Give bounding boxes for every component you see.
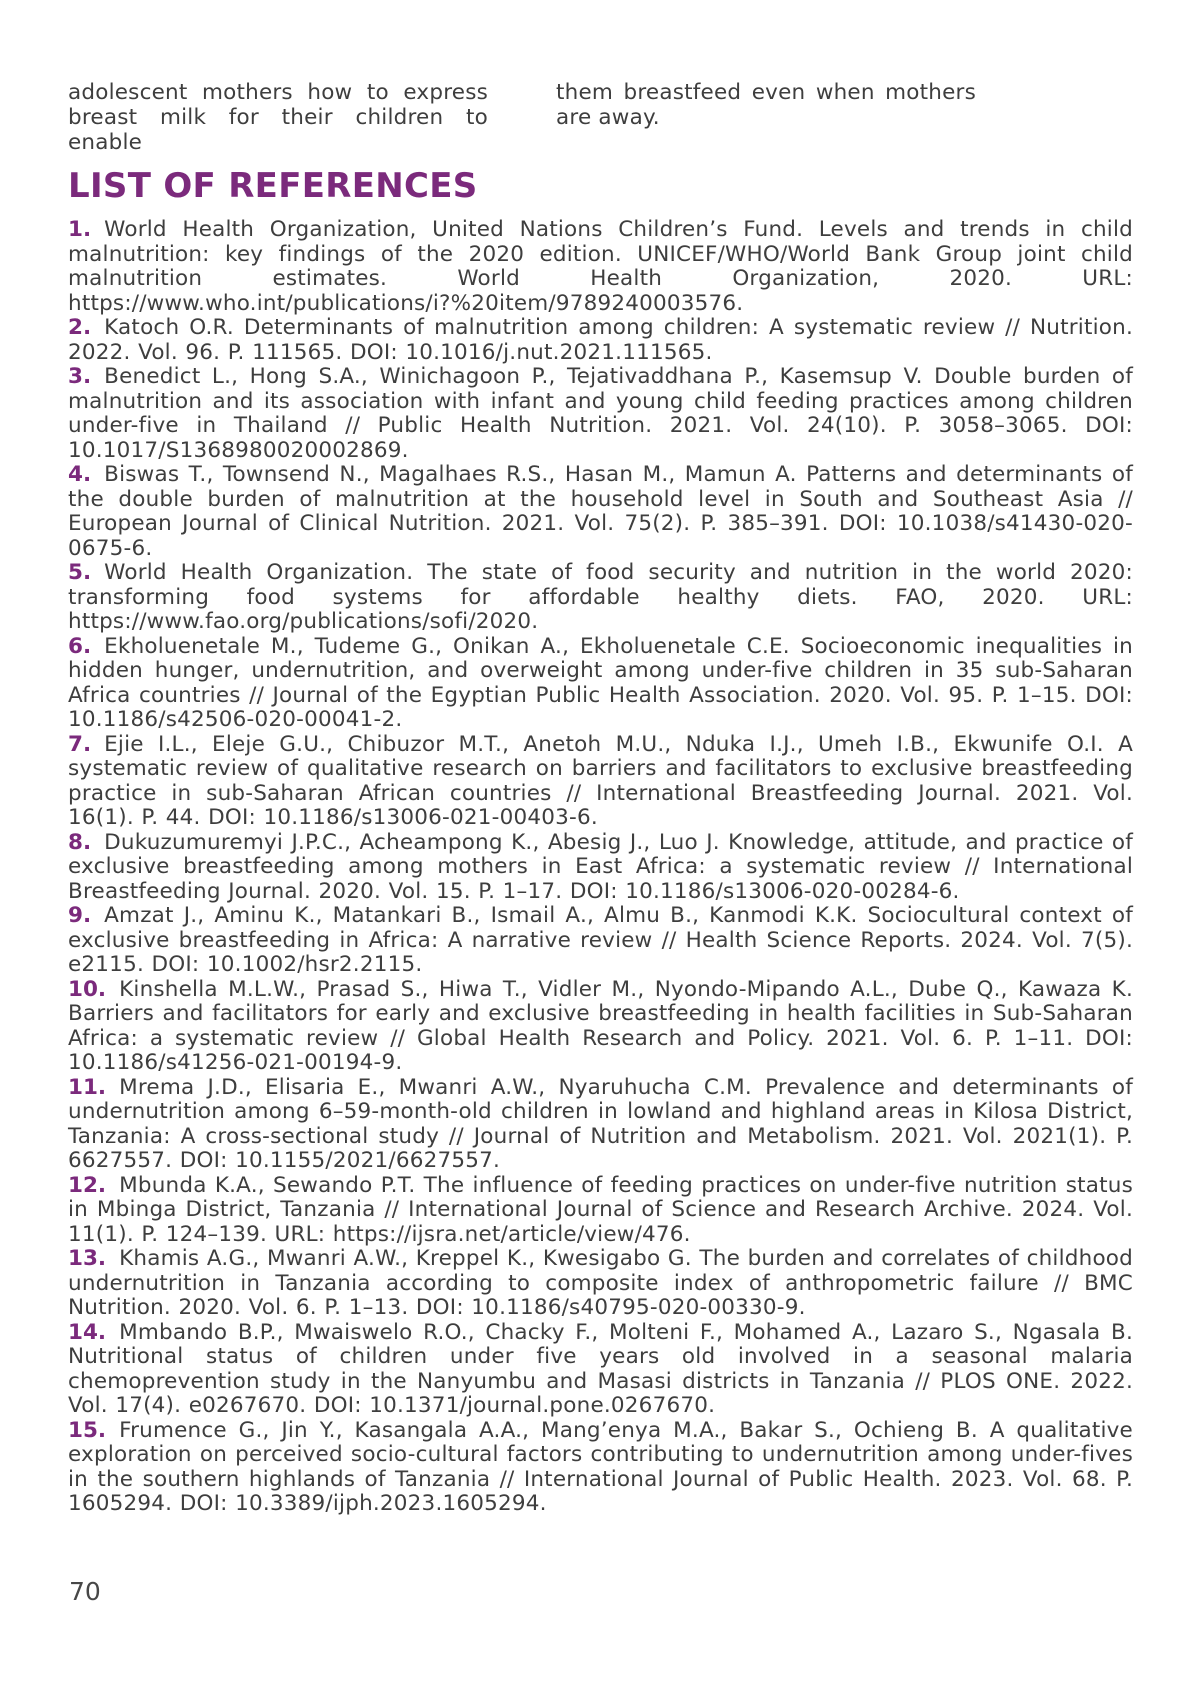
reference-item (68, 1174, 1133, 1248)
reference-text: Ekholuenetale M., Tudeme G., Onikan A., Ekholuenetale C.E. Socioeconomic inequalities in hidden hunger, undernutrition, and overweight among under-five children in 35 sub-Saharan Africa countries // Journal of the Egyptian Public Health Association. 2020. Vol. 95. P. 1–15. DOI: 10.1186/s42506-020-00041-2. (68, 633, 1133, 732)
reference-number: 3. (68, 364, 92, 389)
reference-number: 5. (68, 560, 92, 585)
reference-text: Mbunda K.A., Sewando P.T. The influence of feeding practices on under-five nutrition status in Mbinga District, Tanzania // International Journal of Science and Research Archive. 2024. Vol. 11(1). P. 124–139. URL: https://ijsra.net/article/view/476. (68, 1172, 1133, 1247)
reference-number: 2. (68, 315, 92, 340)
reference-item (68, 1321, 1133, 1419)
reference-text: World Health Organization. The state of food security and nutrition in the world 2020: transforming food systems for affordable healthy diets. FAO, 2020. URL: https://www.fao.org/publications/sofi/2020. (68, 560, 1133, 634)
references-list (68, 218, 1133, 1517)
reference-text: Amzat J., Aminu K., Matankari B., Ismail A., Almu B., Kanmodi K.K. Sociocultural context of exclusive breastfeeding in Africa: A narrative review // Health Science Reports. 2024. Vol. 7(5). e2115. DOI: 10.1002/hsr2.2115. (68, 903, 1133, 977)
reference-item (68, 733, 1133, 831)
reference-number: 9. (68, 903, 92, 928)
reference-number: 15. (68, 1417, 107, 1443)
reference-number: 13. (68, 1246, 107, 1271)
reference-number: 7. (68, 731, 92, 757)
reference-text: Mrema J.D., Elisaria E., Mwanri A.W., Nyaruhucha C.M. Prevalence and determinants of undernutrition among 6–59-month-old children in lowland and highland areas in Kilosa District, Tanzania: A cross-sectional study // Journal of Nutrition and Metabolism. 2021. Vol. 2021(1). P. 6627557. DOI: 10.1155/2021/6627557. (68, 1074, 1133, 1173)
reference-number: 4. (68, 462, 92, 487)
reference-number: 6. (68, 633, 92, 659)
reference-text: Biswas T., Townsend N., Magalhaes R.S., Hasan M., Mamun A. Patterns and determinants of the double burden of malnutrition at the household level in South and Southeast Asia // European Journal of Clinical Nutrition. 2021. Vol. 75(2). P. 385–391. DOI: 10.1038/s41430-020-0675-6. (68, 462, 1133, 561)
reference-number: 12. (68, 1172, 107, 1198)
reference-number: 1. (68, 217, 92, 242)
reference-item (68, 561, 1133, 635)
reference-item (68, 904, 1133, 978)
reference-item (68, 831, 1133, 905)
reference-item (68, 1076, 1133, 1174)
reference-text: Mmbando B.P., Mwaiswelo R.O., Chacky F., Molteni F., Mohamed A., Lazaro S., Ngasala B. Nutritional status of children under five years old involved in a seasonal malaria chemoprevention study in the Nanyumbu and Masasi districts in Tanzania // PLOS ONE. 2022. Vol. 17(4). e0267670. DOI: 10.1371/journal.pone.0267670. (68, 1319, 1133, 1418)
reference-item (68, 463, 1133, 561)
reference-item (68, 365, 1133, 463)
reference-number: 8. (68, 829, 92, 855)
reference-number: 10. (68, 976, 107, 1002)
reference-text: World Health Organization, United Nations Children’s Fund. Levels and trends in child malnutrition: key findings of the 2020 edition. UNICEF/WHO/World Bank Group joint child malnutrition estimates. World Health Organization, 2020. URL: https://www.who.int/publications/i?%20item/9789240003576. (68, 217, 1133, 316)
intro-columns (68, 80, 976, 155)
reference-item (68, 218, 1133, 316)
reference-text: Ejie I.L., Eleje G.U., Chibuzor M.T., Anetoh M.U., Nduka I.J., Umeh I.B., Ekwunife O.I. A systematic review of qualitative research on barriers and facilitators to exclusive breastfeeding practice in sub-Saharan African countries // International Breastfeeding Journal. 2021. Vol. 16(1). P. 44. DOI: 10.1186/s13006-021-00403-6. (68, 731, 1133, 830)
reference-number: 11. (68, 1074, 107, 1100)
reference-text: Katoch O.R. Determinants of malnutrition among children: A systematic review // Nutrition. 2022. Vol. 96. P. 111565. DOI: 10.1016/j.nut.2021.111565. (68, 315, 1133, 365)
reference-number: 14. (68, 1319, 107, 1345)
reference-item (68, 1419, 1133, 1517)
page-title: LIST OF REFERENCES (68, 166, 478, 206)
reference-text: Kinshella M.L.W., Prasad S., Hiwa T., Vidler M., Nyondo-Mipando A.L., Dube Q., Kawaza K. Barriers and facilitators for early and exclusive breastfeeding in health facilities in Sub-Saharan Africa: a systematic review // Global Health Research and Policy. 2021. Vol. 6. P. 1–11. DOI: 10.1186/s41256-021-00194-9. (68, 976, 1133, 1075)
reference-item (68, 1247, 1133, 1321)
reference-item (68, 635, 1133, 733)
reference-text: Frumence G., Jin Y., Kasangala A.A., Mang’enya M.A., Bakar S., Ochieng B. A qualitative exploration on perceived socio-cultural factors contributing to undernutrition among under-fives in the southern highlands of Tanzania // International Journal of Public Health. 2023. Vol. 68. P. 1605294. DOI: 10.3389/ijph.2023.1605294. (68, 1417, 1133, 1516)
reference-item (68, 978, 1133, 1076)
reference-item (68, 316, 1133, 365)
intro-right-column: them breastfeed even when mothers are away. (556, 80, 976, 130)
intro-left-column: adolescent mothers how to express breast milk for their children to enable (68, 80, 488, 155)
reference-text: Dukuzumuremyi J.P.C., Acheampong K., Abesig J., Luo J. Knowledge, attitude, and practice of exclusive breastfeeding among mothers in East Africa: a systematic review // International Breastfeeding Journal. 2020. Vol. 15. P. 1–17. DOI: 10.1186/s13006-020-00284-6. (68, 829, 1133, 904)
reference-text: Benedict L., Hong S.A., Winichagoon P., Tejativaddhana P., Kasemsup V. Double burden of malnutrition and its association with infant and young child feeding practices among children under-five in Thailand // Public Health Nutrition. 2021. Vol. 24(10). P. 3058–3065. DOI: 10.1017/S1368980020002869. (68, 364, 1133, 463)
reference-text: Khamis A.G., Mwanri A.W., Kreppel K., Kwesigabo G. The burden and correlates of childhood undernutrition in Tanzania according to composite index of anthropometric failure // BMC Nutrition. 2020. Vol. 6. P. 1–13. DOI: 10.1186/s40795-020-00330-9. (68, 1246, 1133, 1320)
page-number: 70 (69, 1577, 101, 1606)
